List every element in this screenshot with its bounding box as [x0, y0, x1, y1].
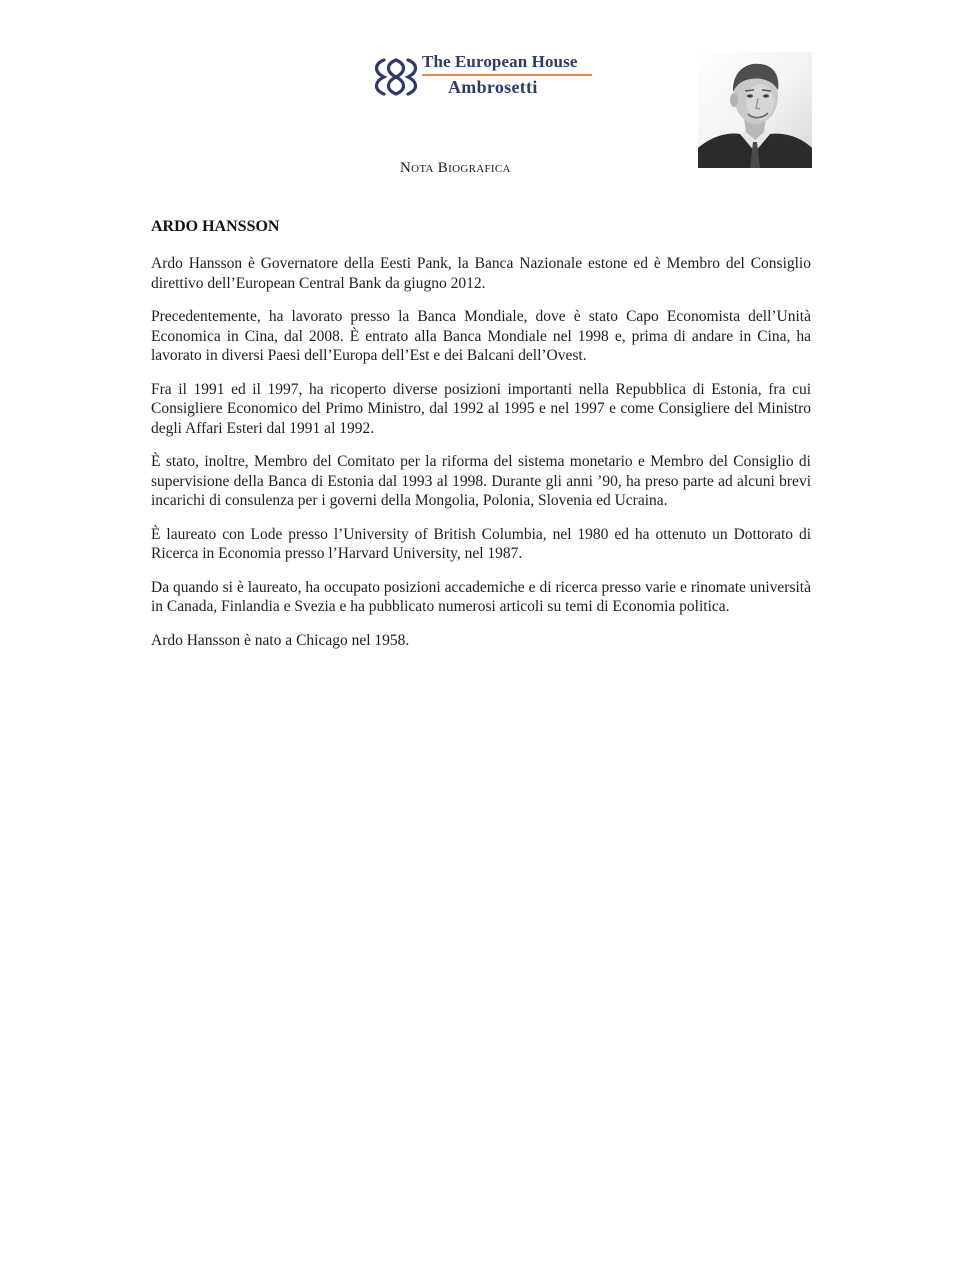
portrait-photo — [698, 52, 812, 168]
bio-paragraph: Da quando si è laureato, ha occupato posizioni accademiche e di ricerca presso varie e rinomate università in Canada, Finlandia e Svezia e ha pubblicato numerosi articoli su temi di Economia politica. — [151, 578, 811, 615]
bio-paragraph: Fra il 1991 ed il 1997, ha ricoperto diverse posizioni importanti nella Repubblica di Estonia, fra cui Consigliere Economico del Primo Ministro, dal 1992 al 1995 e nel 1997 e come Consigliere del Ministro degli Affari Esteri dal 1991 al 1992. — [151, 380, 811, 437]
biography-content — [151, 218, 811, 664]
bio-paragraph: Precedentemente, ha lavorato presso la Banca Mondiale, dove è stato Capo Economista dell’Unità Economica in Cina, dal 2008. È entrato alla Banca Mondiale nel 1998 e, prima di andare in Cina, ha lavorato in diversi Paesi dell’Europa dell’Est e dei Balcani dell’Ovest. — [151, 308, 811, 364]
ambrosetti-logo-mark-icon — [370, 56, 420, 98]
bio-paragraph: È laureato con Lode presso l’University of British Columbia, nel 1980 ed ha ottenuto un Dottorato di Ricerca in Economia presso l’Harvard University, nel 1987. — [151, 525, 811, 562]
person-name: ARDO HANSSON — [151, 218, 280, 235]
ambrosetti-logo — [370, 50, 600, 102]
logo-divider — [422, 74, 592, 76]
bio-paragraph: Ardo Hansson è nato a Chicago nel 1958. — [151, 631, 410, 649]
document-title: Nota Biografica — [400, 160, 511, 176]
portrait-image — [698, 52, 812, 168]
logo-text-line2: Ambrosetti — [448, 77, 538, 97]
logo-text-line1: The European House — [422, 52, 578, 71]
bio-paragraph: È stato, inoltre, Membro del Comitato per la riforma del sistema monetario e Membro del Consiglio di supervisione della Banca di Estonia dal 1993 al 1998. Durante gli anni ’90, ha preso parte ad alcuni brevi incarichi di consulenza per i governi della Mongolia, Polonia, Slovenia ed Ucraina. — [151, 453, 811, 509]
bio-paragraph: Ardo Hansson è Governatore della Eesti Pank, la Banca Nazionale estone ed è Membro del Consiglio direttivo dell’European Central Bank da giugno 2012. — [151, 255, 811, 292]
